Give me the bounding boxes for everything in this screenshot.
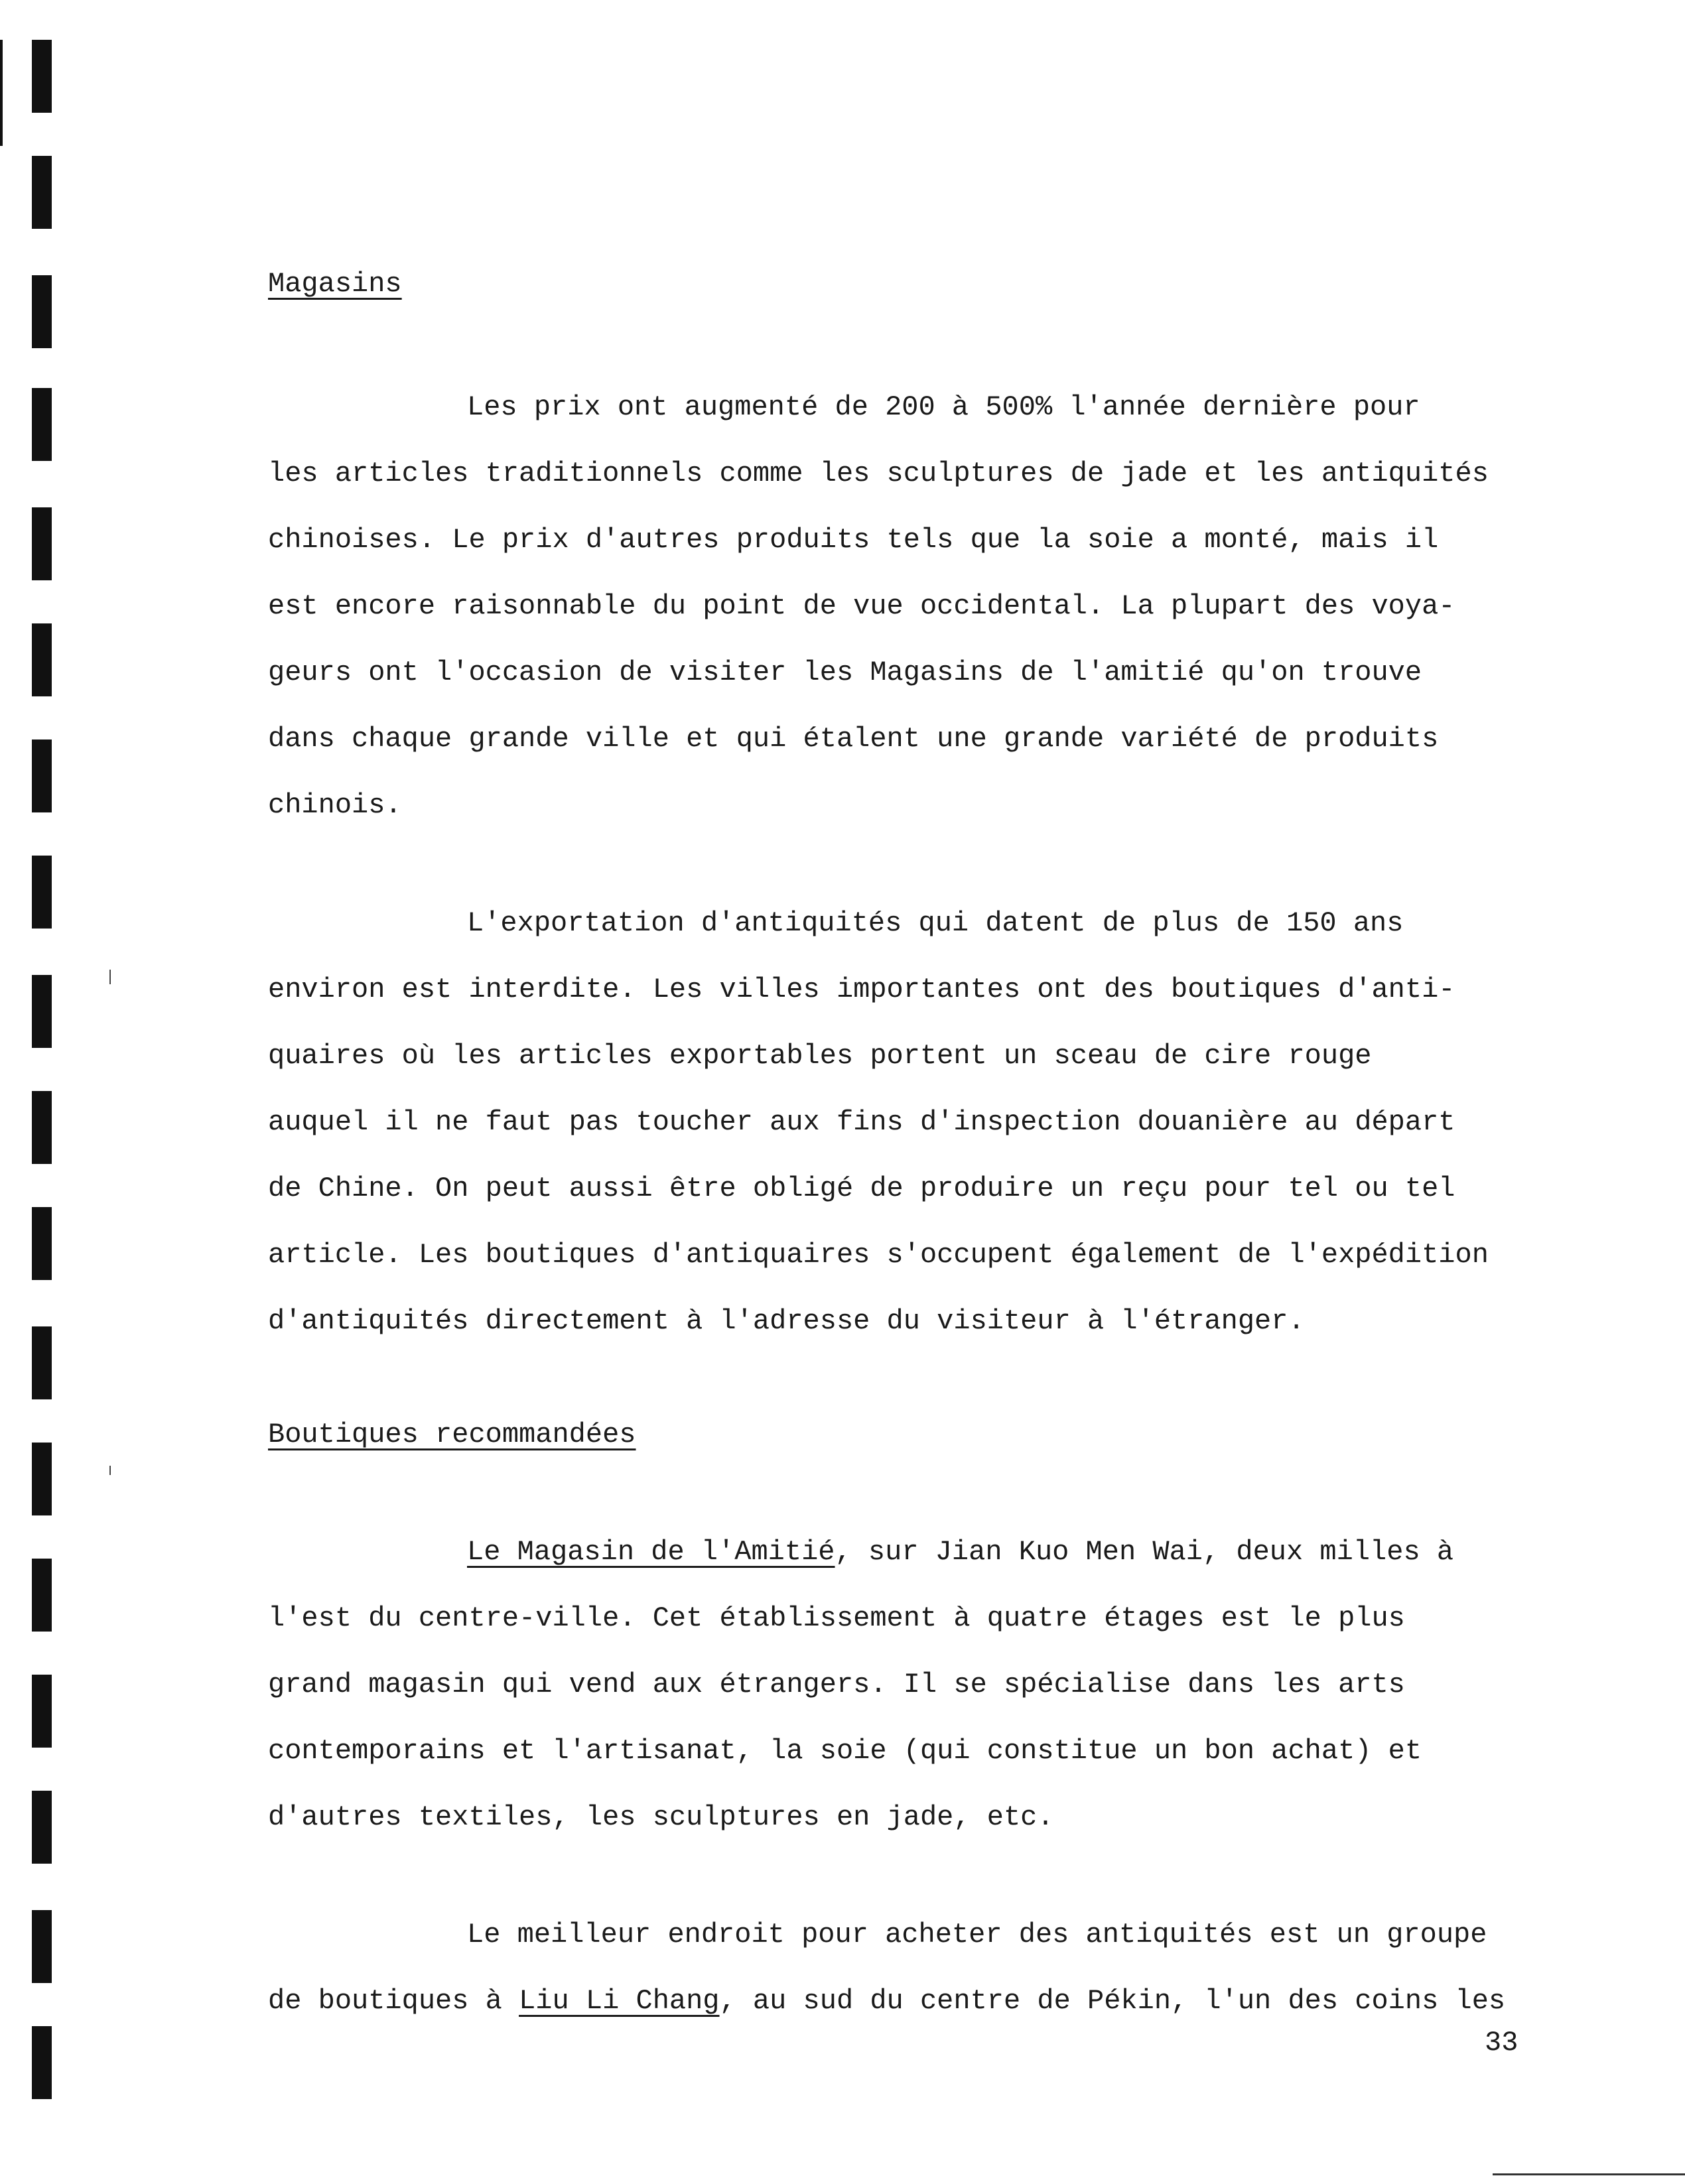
binding-marks [32, 40, 52, 2162]
paragraph-friendship-store [268, 1519, 1528, 1850]
text-line: est encore raisonnable du point de vue occidental. La plupart des voya- [268, 590, 1455, 622]
text-line: environ est interdite. Les villes importantes ont des boutiques d'anti- [268, 974, 1455, 1005]
text-line: auquel il ne faut pas toucher aux fins d'inspection douanière au départ [268, 1106, 1455, 1138]
binding-mark [32, 40, 52, 113]
text-line: L'exportation d'antiquités qui datent de plus de 150 ans [467, 907, 1404, 939]
binding-mark [32, 1207, 52, 1280]
text-line: quaires où les articles exportables portent un sceau de cire rouge [268, 1040, 1372, 1072]
text-line: de Chine. On peut aussi être obligé de produire un reçu pour tel ou tel [268, 1173, 1455, 1204]
text-line: dans chaque grande ville et qui étalent une grande variété de produits [268, 723, 1439, 755]
text-line: l'est du centre-ville. Cet établissement à quatre étages est le plus [268, 1602, 1405, 1634]
text-line: grand magasin qui vend aux étrangers. Il se spécialise dans les arts [268, 1669, 1405, 1701]
section-heading-shops: Magasins [268, 268, 402, 300]
binding-mark [32, 1559, 52, 1632]
text-line: de boutiques à Liu Li Chang, au sud du centre de Pékin, l'un des coins les [268, 1985, 1506, 2017]
text-line: article. Les boutiques d'antiquaires s'occupent également de l'expédition [268, 1239, 1489, 1271]
scan-tick [109, 970, 111, 984]
binding-mark [32, 507, 52, 580]
text-line: Le meilleur endroit pour acheter des antiquités est un groupe [467, 1919, 1487, 1951]
binding-mark [32, 856, 52, 929]
binding-mark [32, 739, 52, 812]
text-line: d'antiquités directement à l'adresse du visiteur à l'étranger. [268, 1305, 1305, 1337]
binding-mark [32, 156, 52, 229]
text-line: contemporains et l'artisanat, la soie (qui constitue un bon achat) et [268, 1735, 1422, 1767]
scan-tick [109, 1466, 111, 1475]
place-name: Liu Li Chang [519, 1985, 720, 2017]
paragraph-export [268, 890, 1528, 1354]
paragraph-prices [268, 374, 1528, 838]
text-line: Le Magasin de l'Amitié, sur Jian Kuo Men Wai, deux milles à [467, 1536, 1454, 1568]
binding-mark [32, 623, 52, 696]
binding-mark [32, 1326, 52, 1399]
store-name: Le Magasin de l'Amitié [467, 1536, 835, 1568]
binding-mark [32, 975, 52, 1048]
text-line: chinoises. Le prix d'autres produits tels que la soie a monté, mais il [268, 524, 1439, 556]
edge-line [0, 40, 3, 146]
text-line: d'autres textiles, les sculptures en jade, etc. [268, 1801, 1054, 1833]
corner-line [1493, 2173, 1685, 2175]
binding-mark [32, 275, 52, 348]
binding-mark [32, 1443, 52, 1515]
binding-mark [32, 1910, 52, 1983]
binding-mark [32, 1091, 52, 1164]
binding-mark [32, 1675, 52, 1748]
text-line: geurs ont l'occasion de visiter les Magasins de l'amitié qu'on trouve [268, 657, 1422, 688]
binding-mark [32, 2026, 52, 2099]
text-line: Les prix ont augmenté de 200 à 500% l'année dernière pour [467, 391, 1420, 423]
text-line: les articles traditionnels comme les sculptures de jade et les antiquités [268, 458, 1489, 489]
section-heading-recommended: Boutiques recommandées [268, 1419, 636, 1450]
paragraph-antiques [268, 1901, 1528, 2034]
page-number: 33 [1485, 2027, 1518, 2059]
binding-mark [32, 388, 52, 461]
text-line: chinois. [268, 789, 402, 821]
binding-mark [32, 1791, 52, 1864]
